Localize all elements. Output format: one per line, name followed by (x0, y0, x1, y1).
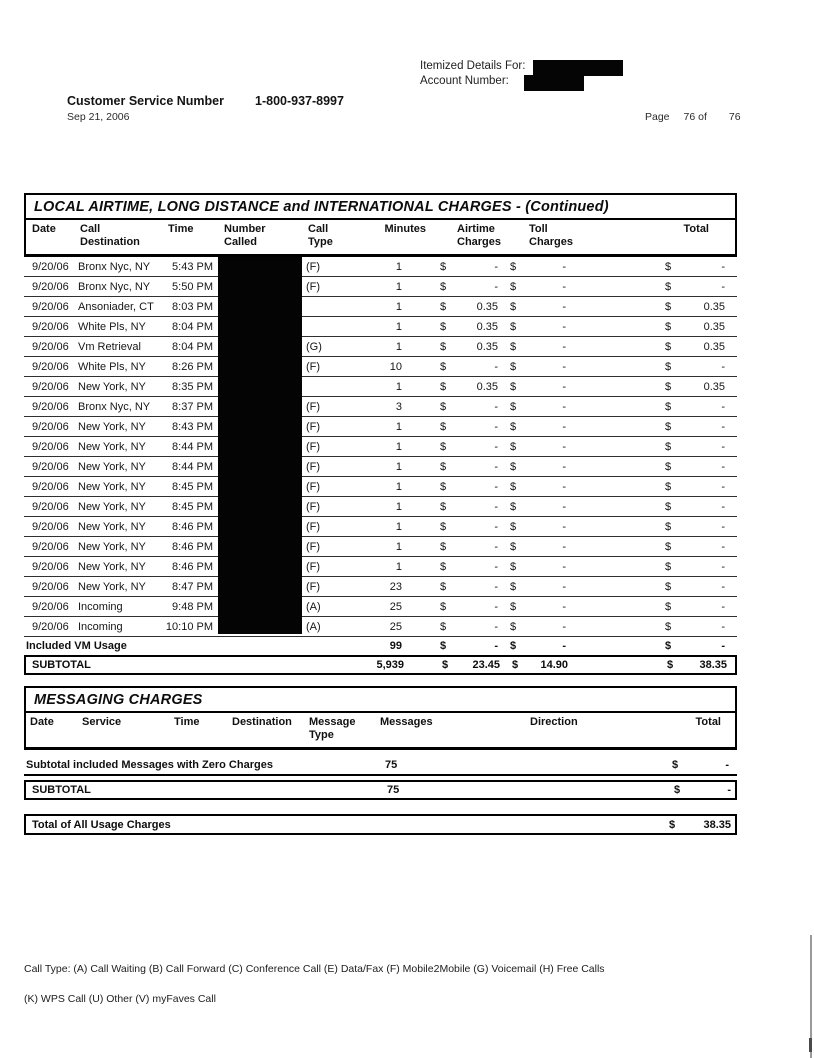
call-minutes: 23 (389, 580, 402, 593)
call-destination: Incoming (78, 600, 123, 613)
call-minutes: 25 (389, 600, 402, 613)
row-total: $ - (580, 441, 729, 453)
call-minutes: 1 (395, 420, 402, 433)
call-destination: New York, NY (78, 480, 146, 493)
dollar-sign: $ (440, 400, 447, 413)
airtime-charge: $ - (412, 281, 504, 293)
dollar-sign: $ (665, 480, 672, 493)
dollar-sign: $ (510, 260, 517, 273)
total-usage-charges-value: 38.35 (703, 818, 731, 831)
call-date: 9/20/06 (32, 360, 69, 373)
scan-artifact-edge-tick (809, 1038, 812, 1052)
call-destination: New York, NY (78, 560, 146, 573)
row-total: $ - (580, 481, 729, 493)
customer-service-label: Customer Service Number (67, 94, 225, 108)
dollar-sign: $ (440, 440, 447, 453)
itemized-details-block (420, 59, 525, 89)
row-total: $ - (580, 541, 729, 553)
itemized-details-label: Itemized Details For: (420, 60, 526, 72)
dollar-sign: $ (510, 620, 517, 633)
dollar-sign: $ (665, 400, 672, 413)
call-destination: New York, NY (78, 440, 146, 453)
messaging-table-header-box (24, 686, 737, 750)
dollar-sign: $ (510, 440, 517, 453)
call-time: 8:46 PM (172, 560, 213, 573)
col-header-total: Total (695, 716, 721, 728)
col-header-date: Date (32, 223, 56, 235)
call-destination: Incoming (78, 620, 123, 633)
call-type: (G) (306, 340, 322, 353)
dollar-sign: $ (440, 520, 447, 533)
toll-charge: $ - (504, 261, 580, 273)
call-row (24, 477, 737, 497)
airtime-subtotal-row: SUBTOTAL 5,939 $ 23.45 $ 14.90 $ 38.35 (24, 655, 737, 675)
dollar-sign: $ (440, 420, 447, 433)
call-date: 9/20/06 (32, 300, 69, 313)
call-time: 8:44 PM (172, 460, 213, 473)
call-minutes: 1 (395, 320, 402, 333)
toll-charge: $ - (504, 461, 580, 473)
toll-charge: $ - (504, 561, 580, 573)
airtime-charge: $ - (412, 481, 504, 493)
call-time: 8:35 PM (172, 380, 213, 393)
call-minutes: 1 (395, 300, 402, 313)
dollar-sign: $ (440, 480, 447, 493)
row-total: $ - (580, 621, 729, 633)
col-header-date: Date (30, 716, 54, 728)
call-minutes: 1 (395, 540, 402, 553)
dollar-sign: $ (440, 300, 447, 313)
dollar-sign: $ (440, 500, 447, 513)
call-type: (F) (306, 480, 321, 493)
dollar-sign: $ (665, 620, 672, 633)
airtime-charge: $ - (412, 261, 504, 273)
statement-date: Sep 21, 2006 (67, 111, 130, 123)
call-time: 8:45 PM (172, 500, 213, 513)
row-total: $ 0.35 (580, 321, 729, 333)
call-row (24, 457, 737, 477)
call-date: 9/20/06 (32, 600, 69, 613)
call-type: (F) (306, 540, 321, 553)
call-time: 8:04 PM (172, 340, 213, 353)
call-row (24, 337, 737, 357)
airtime-charge: $ - (412, 461, 504, 473)
call-time: 8:44 PM (172, 440, 213, 453)
call-time: 8:43 PM (172, 420, 213, 433)
airtime-charge: $ 0.35 (412, 301, 504, 313)
dollar-sign: $ (665, 280, 672, 293)
toll-charge: $ - (504, 481, 580, 493)
row-total: $ - (580, 361, 729, 373)
airtime-charge: $ - (412, 361, 504, 373)
row-total: $ - (580, 401, 729, 413)
call-row (24, 497, 737, 517)
zero-charge-messages-row: Subtotal included Messages with Zero Charges 75 $ - (24, 756, 737, 776)
dollar-sign: $ (665, 560, 672, 573)
col-header-total: Total (683, 223, 709, 235)
col-header-destination: Destination (232, 716, 292, 728)
call-time: 5:50 PM (172, 280, 213, 293)
dollar-sign: $ (665, 580, 672, 593)
dollar-sign: $ (512, 659, 519, 671)
col-header-number-called: Number Called (224, 223, 266, 248)
call-time: 5:43 PM (172, 260, 213, 273)
dollar-sign: $ (665, 440, 672, 453)
row-total: $ - (580, 261, 729, 273)
dollar-sign: $ (665, 460, 672, 473)
call-row (24, 297, 737, 317)
call-minutes: 25 (389, 620, 402, 633)
call-date: 9/20/06 (32, 320, 69, 333)
call-date: 9/20/06 (32, 420, 69, 433)
call-date: 9/20/06 (32, 340, 69, 353)
zero-charge-label: Subtotal included Messages with Zero Charges (26, 759, 273, 771)
dollar-sign: $ (440, 620, 447, 633)
toll-charge: $ - (504, 541, 580, 553)
toll-charge: $ - (504, 401, 580, 413)
call-minutes: 1 (395, 260, 402, 273)
subtotal-label: SUBTOTAL (32, 659, 91, 671)
airtime-charge: $ 0.35 (412, 321, 504, 333)
call-time: 9:48 PM (172, 600, 213, 613)
call-destination: New York, NY (78, 540, 146, 553)
airtime-charge: $ - (412, 581, 504, 593)
messaging-charges-table (24, 686, 737, 800)
dollar-sign: $ (665, 360, 672, 373)
call-date: 9/20/06 (32, 520, 69, 533)
page-current: 76 of (683, 111, 707, 123)
subtotal-label: SUBTOTAL (32, 784, 91, 796)
call-minutes: 1 (395, 480, 402, 493)
dollar-sign: $ (510, 380, 517, 393)
airtime-charge: $ - (412, 601, 504, 613)
call-destination: New York, NY (78, 380, 146, 393)
dollar-sign: $ (510, 320, 517, 333)
dollar-sign: $ (665, 380, 672, 393)
messages-count: 75 (387, 784, 400, 796)
call-destination: New York, NY (78, 420, 146, 433)
dollar-sign: $ (510, 420, 517, 433)
call-destination: New York, NY (78, 520, 146, 533)
call-date: 9/20/06 (32, 440, 69, 453)
call-row (24, 257, 737, 277)
messages-count: 75 (385, 759, 398, 771)
toll-charge: $ - (504, 441, 580, 453)
redaction-box-number-column (218, 257, 302, 634)
row-total: $ - (580, 501, 729, 513)
call-date: 9/20/06 (32, 380, 69, 393)
row-total: $ 0.35 (580, 301, 729, 313)
call-type: (A) (306, 620, 321, 633)
call-type: (F) (306, 440, 321, 453)
messaging-subtotal-row: SUBTOTAL 75 $ - (24, 780, 737, 800)
included-vm-usage-row: Included VM Usage 99 $ - $ - $ - (26, 640, 725, 652)
call-destination: Bronx Nyc, NY (78, 400, 151, 413)
row-total: $ - (580, 601, 729, 613)
call-date: 9/20/06 (32, 260, 69, 273)
call-minutes: 1 (395, 460, 402, 473)
call-row (24, 317, 737, 337)
call-date: 9/20/06 (32, 280, 69, 293)
dollar-sign: $ (440, 260, 447, 273)
messaging-table-title: MESSAGING CHARGES (26, 688, 735, 713)
call-type: (F) (306, 500, 321, 513)
dollar-sign: $ (440, 600, 447, 613)
call-date: 9/20/06 (32, 480, 69, 493)
col-header-call-destination: Call Destination (80, 223, 140, 248)
call-minutes: 1 (395, 500, 402, 513)
col-header-message-type: Message Type (309, 716, 356, 741)
page-total: 76 (728, 111, 741, 123)
dollar-sign: $ (440, 280, 447, 293)
redaction-box-name (533, 60, 623, 76)
subtotal-minutes: 5,939 (376, 659, 404, 671)
dollar-sign: $ (510, 600, 517, 613)
call-destination: New York, NY (78, 500, 146, 513)
col-header-direction: Direction (530, 716, 578, 728)
call-row (24, 597, 737, 617)
call-minutes: 1 (395, 280, 402, 293)
dollar-sign: $ (440, 340, 447, 353)
dollar-sign: $ (440, 580, 447, 593)
toll-charge: $ - (504, 501, 580, 513)
call-time: 8:26 PM (172, 360, 213, 373)
call-row (24, 397, 737, 417)
dollar-sign: $ (665, 420, 672, 433)
call-destination: New York, NY (78, 460, 146, 473)
page-indicator (645, 111, 741, 123)
dollar-sign: $ (665, 640, 672, 652)
call-time: 8:45 PM (172, 480, 213, 493)
toll-charge: $ - (504, 281, 580, 293)
dollar-sign: $ (665, 340, 672, 353)
call-minutes: 3 (395, 400, 402, 413)
toll-charge: $ - (504, 601, 580, 613)
col-header-service: Service (82, 716, 122, 728)
airtime-charge: $ 0.35 (412, 341, 504, 353)
call-time: 8:47 PM (172, 580, 213, 593)
call-minutes: 1 (395, 520, 402, 533)
total-usage-charges-label: Total of All Usage Charges (32, 818, 171, 831)
dollar-sign: $ (665, 540, 672, 553)
dollar-sign: $ (510, 480, 517, 493)
toll-charge: $ - (504, 521, 580, 533)
airtime-charge: $ - (412, 501, 504, 513)
dollar-sign: $ (510, 300, 517, 313)
call-type: (F) (306, 460, 321, 473)
dollar-sign: $ (672, 759, 679, 771)
row-total: $ - (580, 561, 729, 573)
call-date: 9/20/06 (32, 620, 69, 633)
included-vm-usage-label: Included VM Usage (26, 640, 127, 652)
dollar-sign: $ (442, 659, 449, 671)
toll-charge: $ - (504, 381, 580, 393)
call-minutes: 10 (389, 360, 402, 373)
call-date: 9/20/06 (32, 580, 69, 593)
redaction-box-account (524, 75, 584, 91)
col-header-call-type: Call Type (308, 223, 333, 248)
call-time: 8:46 PM (172, 540, 213, 553)
airtime-charge: $ - (412, 621, 504, 633)
airtime-table-title: LOCAL AIRTIME, LONG DISTANCE and INTERNATIONAL CHARGES - (Continued) (26, 195, 735, 220)
call-type-legend-line1: Call Type: (A) Call Waiting (B) Call Forward (C) Conference Call (E) Data/Fax (F) Mobile2Mobile (G) Voicemail (H) Free Calls (24, 963, 605, 975)
col-header-toll-charges: Toll Charges (529, 223, 574, 248)
row-total: $ - (580, 281, 729, 293)
call-time: 10:10 PM (165, 620, 213, 633)
call-date: 9/20/06 (32, 400, 69, 413)
call-row (24, 417, 737, 437)
dollar-sign: $ (440, 540, 447, 553)
airtime-charge: $ 0.35 (412, 381, 504, 393)
col-header-messages: Messages (380, 716, 433, 728)
call-type: (F) (306, 360, 321, 373)
dollar-sign: $ (510, 280, 517, 293)
airtime-table-column-headers (26, 220, 735, 254)
call-destination: White Pls, NY (78, 360, 146, 373)
dollar-sign: $ (510, 580, 517, 593)
call-row (24, 437, 737, 457)
call-type: (F) (306, 260, 321, 273)
call-destination: New York, NY (78, 580, 146, 593)
dollar-sign: $ (510, 520, 517, 533)
dollar-sign: $ (440, 360, 447, 373)
call-destination: Ansoniader, CT (78, 300, 154, 313)
airtime-charge: $ - (412, 561, 504, 573)
call-row (24, 537, 737, 557)
call-type: (F) (306, 560, 321, 573)
call-time: 8:04 PM (172, 320, 213, 333)
dollar-sign: $ (510, 640, 517, 652)
row-total: $ - (580, 461, 729, 473)
col-header-airtime-charges: Airtime Charges (457, 223, 502, 248)
dollar-sign: $ (665, 320, 672, 333)
dollar-sign: $ (669, 818, 676, 831)
dollar-sign: $ (510, 460, 517, 473)
toll-charge: $ - (504, 361, 580, 373)
call-destination: Vm Retrieval (78, 340, 141, 353)
row-total: $ 0.35 (580, 341, 729, 353)
toll-charge: $ - (504, 621, 580, 633)
call-type-legend-line2: (K) WPS Call (U) Other (V) myFaves Call (24, 993, 216, 1005)
page-label: Page (645, 111, 670, 123)
dollar-sign: $ (665, 260, 672, 273)
toll-charge: $ - (504, 421, 580, 433)
messaging-table-column-headers (26, 713, 735, 747)
call-time: 8:03 PM (172, 300, 213, 313)
call-row (24, 277, 737, 297)
call-minutes: 1 (395, 380, 402, 393)
col-header-time: Time (174, 716, 200, 728)
toll-charge: $ - (504, 581, 580, 593)
included-minutes: 99 (389, 640, 402, 652)
dollar-sign: $ (440, 380, 447, 393)
call-minutes: 1 (395, 440, 402, 453)
row-total: $ - (580, 521, 729, 533)
call-time: 8:46 PM (172, 520, 213, 533)
airtime-table-header-box (24, 193, 737, 257)
dollar-sign: $ (440, 560, 447, 573)
total-usage-charges-row (24, 814, 737, 835)
call-date: 9/20/06 (32, 560, 69, 573)
dollar-sign: $ (510, 340, 517, 353)
dollar-sign: $ (440, 640, 447, 652)
dollar-sign: $ (667, 659, 674, 671)
row-total: $ - (580, 581, 729, 593)
call-date: 9/20/06 (32, 500, 69, 513)
airtime-charges-table (24, 193, 737, 675)
airtime-charge: $ - (412, 521, 504, 533)
airtime-charge: $ - (412, 441, 504, 453)
call-row (24, 357, 737, 377)
toll-charge: $ - (504, 321, 580, 333)
call-type: (F) (306, 280, 321, 293)
dollar-sign: $ (665, 600, 672, 613)
call-type: (F) (306, 420, 321, 433)
call-row (24, 377, 737, 397)
col-header-minutes: Minutes (384, 223, 426, 235)
call-type: (F) (306, 580, 321, 593)
call-type: (F) (306, 400, 321, 413)
call-rows (24, 257, 737, 637)
dollar-sign: $ (510, 500, 517, 513)
airtime-charge: $ - (412, 541, 504, 553)
dollar-sign: $ (510, 560, 517, 573)
call-destination: Bronx Nyc, NY (78, 260, 151, 273)
call-destination: White Pls, NY (78, 320, 146, 333)
customer-service-number: 1-800-937-8997 (255, 94, 344, 108)
dollar-sign: $ (665, 300, 672, 313)
call-destination: Bronx Nyc, NY (78, 280, 151, 293)
dollar-sign: $ (440, 320, 447, 333)
toll-charge: $ - (504, 341, 580, 353)
airtime-charge: $ - (412, 421, 504, 433)
row-total: $ 0.35 (580, 381, 729, 393)
row-total: $ - (580, 421, 729, 433)
call-type: (A) (306, 600, 321, 613)
dollar-sign: $ (440, 460, 447, 473)
call-type: (F) (306, 520, 321, 533)
dollar-sign: $ (510, 360, 517, 373)
call-minutes: 1 (395, 560, 402, 573)
dollar-sign: $ (510, 400, 517, 413)
dollar-sign: $ (510, 540, 517, 553)
account-number-label: Account Number: (420, 75, 509, 87)
call-row (24, 617, 737, 637)
call-date: 9/20/06 (32, 460, 69, 473)
call-time: 8:37 PM (172, 400, 213, 413)
call-row (24, 577, 737, 597)
toll-charge: $ - (504, 301, 580, 313)
call-date: 9/20/06 (32, 540, 69, 553)
dollar-sign: $ (674, 784, 681, 796)
col-header-time: Time (168, 223, 194, 235)
call-minutes: 1 (395, 340, 402, 353)
dollar-sign: $ (665, 500, 672, 513)
call-row (24, 557, 737, 577)
call-row (24, 517, 737, 537)
dollar-sign: $ (665, 520, 672, 533)
airtime-charge: $ - (412, 401, 504, 413)
